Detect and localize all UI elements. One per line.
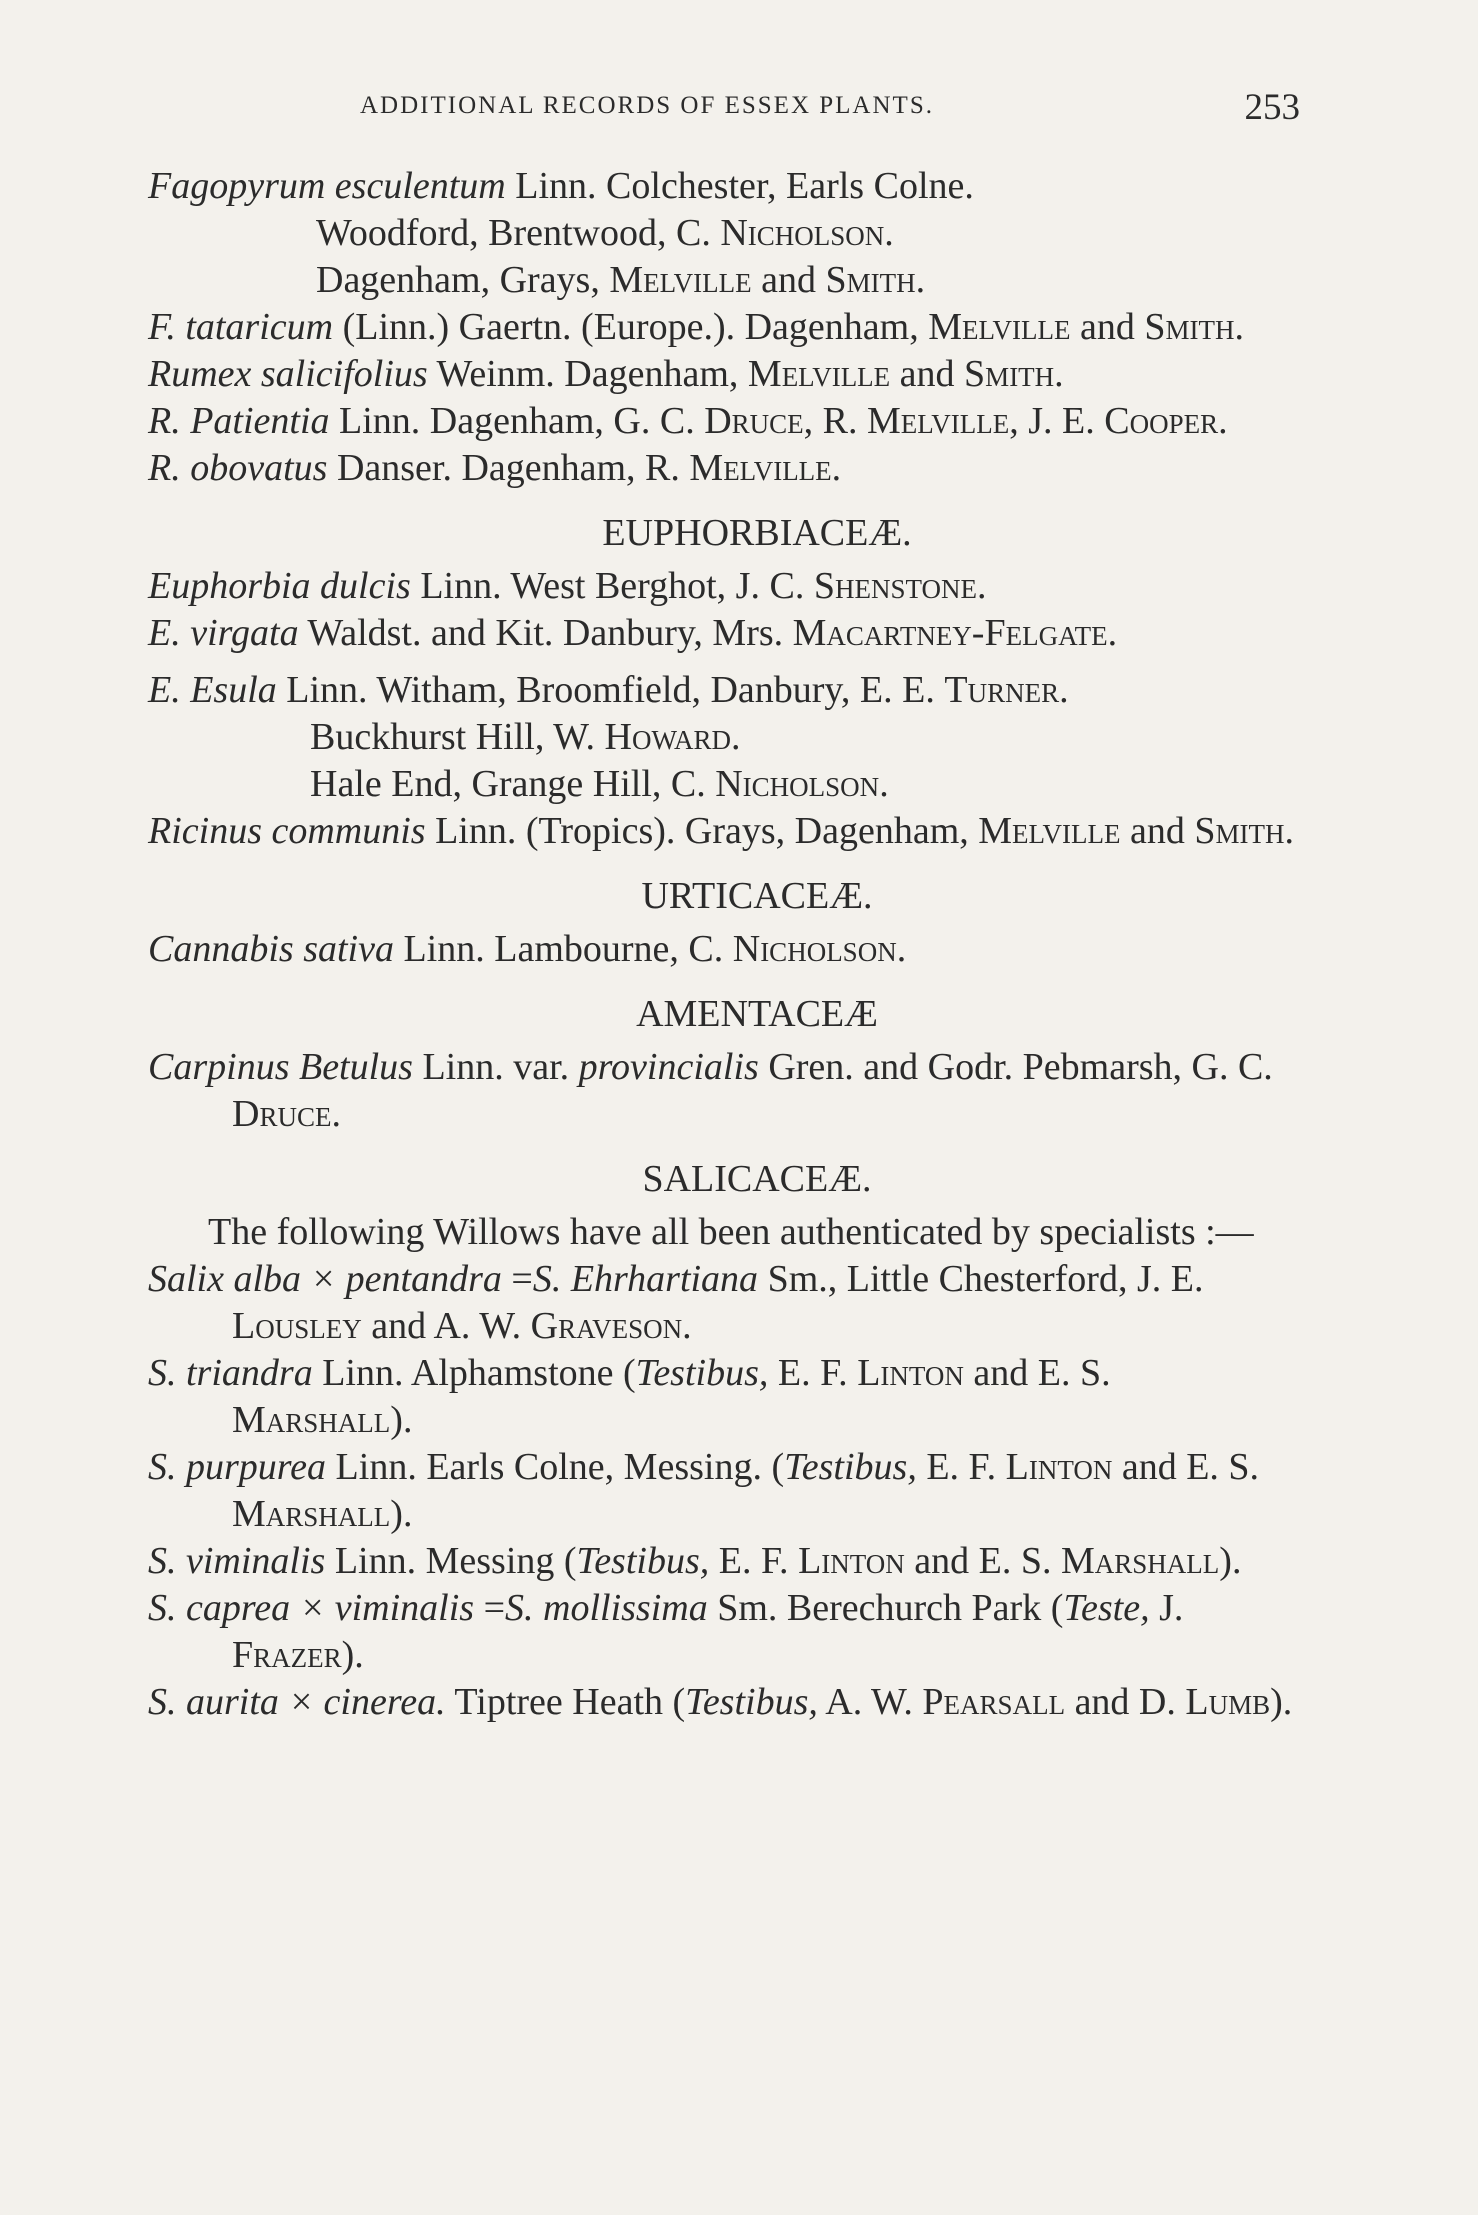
entry-r-patientia — [148, 398, 1296, 445]
species-name: E. virgata — [148, 612, 299, 654]
entry-text: E. F. — [768, 1352, 858, 1394]
entry-text: = — [501, 1258, 533, 1300]
entry-text: . — [1107, 612, 1118, 654]
entry-text: and E. S. — [1112, 1446, 1260, 1488]
species-name: Carpinus Betulus — [148, 1046, 413, 1088]
entry-continuation — [148, 761, 1296, 808]
collector-name: Turner — [944, 669, 1060, 711]
species-name: R. Patientia — [148, 400, 330, 442]
collector-name: Druce — [232, 1093, 332, 1135]
entry-fagopyrum — [148, 163, 1296, 210]
entry-text: J. — [1149, 1587, 1184, 1629]
entry-text: Buckhurst Hill, W. — [310, 716, 605, 758]
entry-text: (Linn.) Gaertn. (Europe.). Dagenham, — [333, 306, 929, 348]
entry-text: and D. — [1065, 1681, 1186, 1723]
species-name: Cannabis sativa — [148, 928, 394, 970]
entry-text: . — [884, 212, 894, 254]
entry-e-esula — [148, 667, 1296, 714]
entry-text: Sm. Berechurch Park ( — [707, 1587, 1064, 1629]
collector-name: Druce — [704, 400, 804, 442]
testis-label: Testibus, — [784, 1446, 917, 1488]
species-name: Fagopyrum esculentum — [148, 165, 506, 207]
collector-name: Lumb — [1185, 1681, 1271, 1723]
species-name: S. viminalis — [148, 1540, 326, 1582]
entry-text: Linn. West Berghot, J. C. — [410, 565, 814, 607]
entry-text: . — [730, 716, 741, 758]
entry-text: ). — [1219, 1540, 1242, 1582]
running-header — [360, 86, 1300, 136]
collector-name: Lousley — [232, 1305, 362, 1347]
collector-name: Linton — [798, 1540, 905, 1582]
species-name: E. Esula — [148, 669, 277, 711]
entry-salix-alba — [148, 1256, 1296, 1350]
entry-text: A. W. — [817, 1681, 923, 1723]
family-heading-euphorbiaceae: EUPHORBIACEÆ. — [602, 512, 912, 554]
species-name: Euphorbia dulcis — [148, 565, 411, 607]
entry-text: . — [1059, 669, 1069, 711]
entry-text: Linn. Messing ( — [325, 1540, 577, 1582]
entry-s-viminalis — [148, 1538, 1296, 1585]
entry-text: and — [751, 259, 826, 301]
collector-name: Melville — [747, 353, 891, 395]
species-name: S. caprea × viminalis — [148, 1587, 475, 1629]
entry-text: Linn. (Tropics). Grays, Dagenham, — [425, 810, 979, 852]
entry-text: . — [915, 259, 926, 301]
entry-r-obovatus — [148, 445, 1296, 492]
entry-euphorbia-dulcis — [148, 563, 1296, 610]
collector-name: Smith — [1144, 306, 1235, 348]
collector-name: Cooper — [1104, 400, 1219, 442]
collector-name: Macartney-Felgate — [792, 612, 1108, 654]
entry-text: Tiptree Heath ( — [445, 1681, 686, 1723]
entry-text: . — [682, 1305, 692, 1347]
entry-text: . — [896, 928, 907, 970]
collector-name: Marshall — [232, 1493, 391, 1535]
collector-name: Frazer — [232, 1634, 342, 1676]
entry-text: and — [1070, 306, 1145, 348]
species-name: R. obovatus — [148, 447, 328, 489]
variety-name: provincialis — [578, 1046, 759, 1088]
entry-text: and E. S. — [904, 1540, 1061, 1582]
page-number: 253 — [1244, 87, 1300, 128]
entry-continuation — [148, 714, 1296, 761]
entry-text: , J. E. — [1009, 400, 1105, 442]
entry-s-caprea-viminalis — [148, 1585, 1296, 1679]
entry-text: Linn. Lambourne, C. — [393, 928, 733, 970]
entry-text: . — [1218, 400, 1228, 442]
entry-text: . — [1054, 353, 1064, 395]
entry-text: E. F. — [916, 1446, 1006, 1488]
collector-name: Nicholson — [715, 763, 880, 805]
page-body — [148, 163, 1296, 1726]
entry-text: . — [1234, 306, 1244, 348]
entry-text: Linn. Dagenham, G. C. — [329, 400, 705, 442]
entry-text: Dagenham, Grays, — [316, 259, 610, 301]
entry-text: ). — [1270, 1681, 1293, 1723]
entry-text: Linn. Witham, Broomfield, Danbury, E. E. — [276, 669, 945, 711]
species-name: S. aurita × cinerea. — [148, 1681, 446, 1723]
collector-name: Nicholson — [732, 928, 897, 970]
testis-label: Testibus, — [685, 1681, 818, 1723]
entry-text: Linn. var. — [412, 1046, 579, 1088]
entry-text: ). — [390, 1493, 413, 1535]
collector-name: Melville — [928, 306, 1071, 348]
entry-text: and A. W. — [361, 1305, 531, 1347]
entry-text: Woodford, Brentwood, C. — [316, 212, 721, 254]
species-name: F. tataricum — [148, 306, 334, 348]
entry-rumex-salicifolius — [148, 351, 1296, 398]
entry-s-aurita-cinerea — [148, 1679, 1296, 1726]
collector-name: Smith — [825, 259, 916, 301]
entry-text: = — [474, 1587, 506, 1629]
species-name: S. Ehrhartiana — [532, 1258, 759, 1300]
entry-text: . — [831, 447, 842, 489]
family-heading-salicaceae: SALICACEÆ. — [642, 1158, 872, 1200]
entry-continuation — [148, 257, 1296, 304]
entry-ricinus-communis — [148, 808, 1296, 855]
entry-continuation — [148, 210, 1296, 257]
collector-name: Melville — [609, 259, 752, 301]
entry-f-tataricum — [148, 304, 1296, 351]
family-heading-amentaceae: AMENTACEÆ — [636, 993, 878, 1035]
entry-text: and — [890, 353, 965, 395]
running-title: ADDITIONAL RECORDS OF ESSEX PLANTS. — [360, 92, 934, 119]
collector-name: Marshall — [1061, 1540, 1220, 1582]
entry-text: . — [879, 763, 889, 805]
entry-text: Linn. Alphamstone ( — [312, 1352, 636, 1394]
entry-cannabis-sativa — [148, 926, 1296, 973]
collector-name: Smith — [1194, 810, 1285, 852]
entry-text: Linn. Colchester, Earls Colne. — [505, 165, 974, 207]
entry-text: Sm., Little Chesterford, J. E. — [758, 1258, 1204, 1300]
species-name: Rumex salicifolius — [148, 353, 428, 395]
entry-text: Danser. Dagenham, R. — [327, 447, 690, 489]
collector-name: Melville — [867, 400, 1010, 442]
collector-name: Graveson — [530, 1305, 683, 1347]
intro-paragraph: The following Willows have all been authenticated by specialists :— — [208, 1211, 1254, 1253]
species-name: Ricinus communis — [148, 810, 426, 852]
family-heading-urticaceae: URTICACEÆ. — [641, 875, 873, 917]
species-name: Salix alba × pentandra — [148, 1258, 502, 1300]
collector-name: Smith — [964, 353, 1055, 395]
entry-e-virgata — [148, 610, 1296, 657]
testis-label: Teste, — [1063, 1587, 1150, 1629]
entry-text: . — [331, 1093, 341, 1135]
entry-s-purpurea — [148, 1444, 1296, 1538]
entry-text: ). — [341, 1634, 364, 1676]
species-name: S. purpurea — [148, 1446, 327, 1488]
entry-carpinus-betulus — [148, 1044, 1296, 1138]
collector-name: Linton — [1005, 1446, 1113, 1488]
collector-name: Marshall — [232, 1399, 391, 1441]
entry-text: E. F. — [709, 1540, 799, 1582]
entry-text: ). — [390, 1399, 413, 1441]
entry-text: Gren. and Godr. Pebmarsh, G. C. — [758, 1046, 1273, 1088]
entry-text: and E. S. — [963, 1352, 1111, 1394]
entry-text: . — [1284, 810, 1295, 852]
entry-s-triandra — [148, 1350, 1296, 1444]
collector-name: Howard — [604, 716, 731, 758]
species-name: S. triandra — [148, 1352, 313, 1394]
entry-text: Weinm. Dagenham, — [427, 353, 748, 395]
collector-name: Nicholson — [720, 212, 885, 254]
entry-text: , R. — [803, 400, 867, 442]
testis-label: Testibus, — [635, 1352, 769, 1394]
collector-name: Melville — [978, 810, 1121, 852]
entry-text: Hale End, Grange Hill, C. — [310, 763, 716, 805]
entry-text: . — [976, 565, 987, 607]
entry-text: Linn. Earls Colne, Messing. ( — [326, 1446, 785, 1488]
species-name: S. mollissima — [505, 1587, 708, 1629]
entry-text: Waldst. and Kit. Danbury, Mrs. — [298, 612, 793, 654]
collector-name: Melville — [689, 447, 832, 489]
testis-label: Testibus, — [576, 1540, 710, 1582]
collector-name: Pearsall — [922, 1681, 1066, 1723]
collector-name: Shenstone — [813, 565, 977, 607]
collector-name: Linton — [857, 1352, 964, 1394]
entry-text: and — [1120, 810, 1195, 852]
